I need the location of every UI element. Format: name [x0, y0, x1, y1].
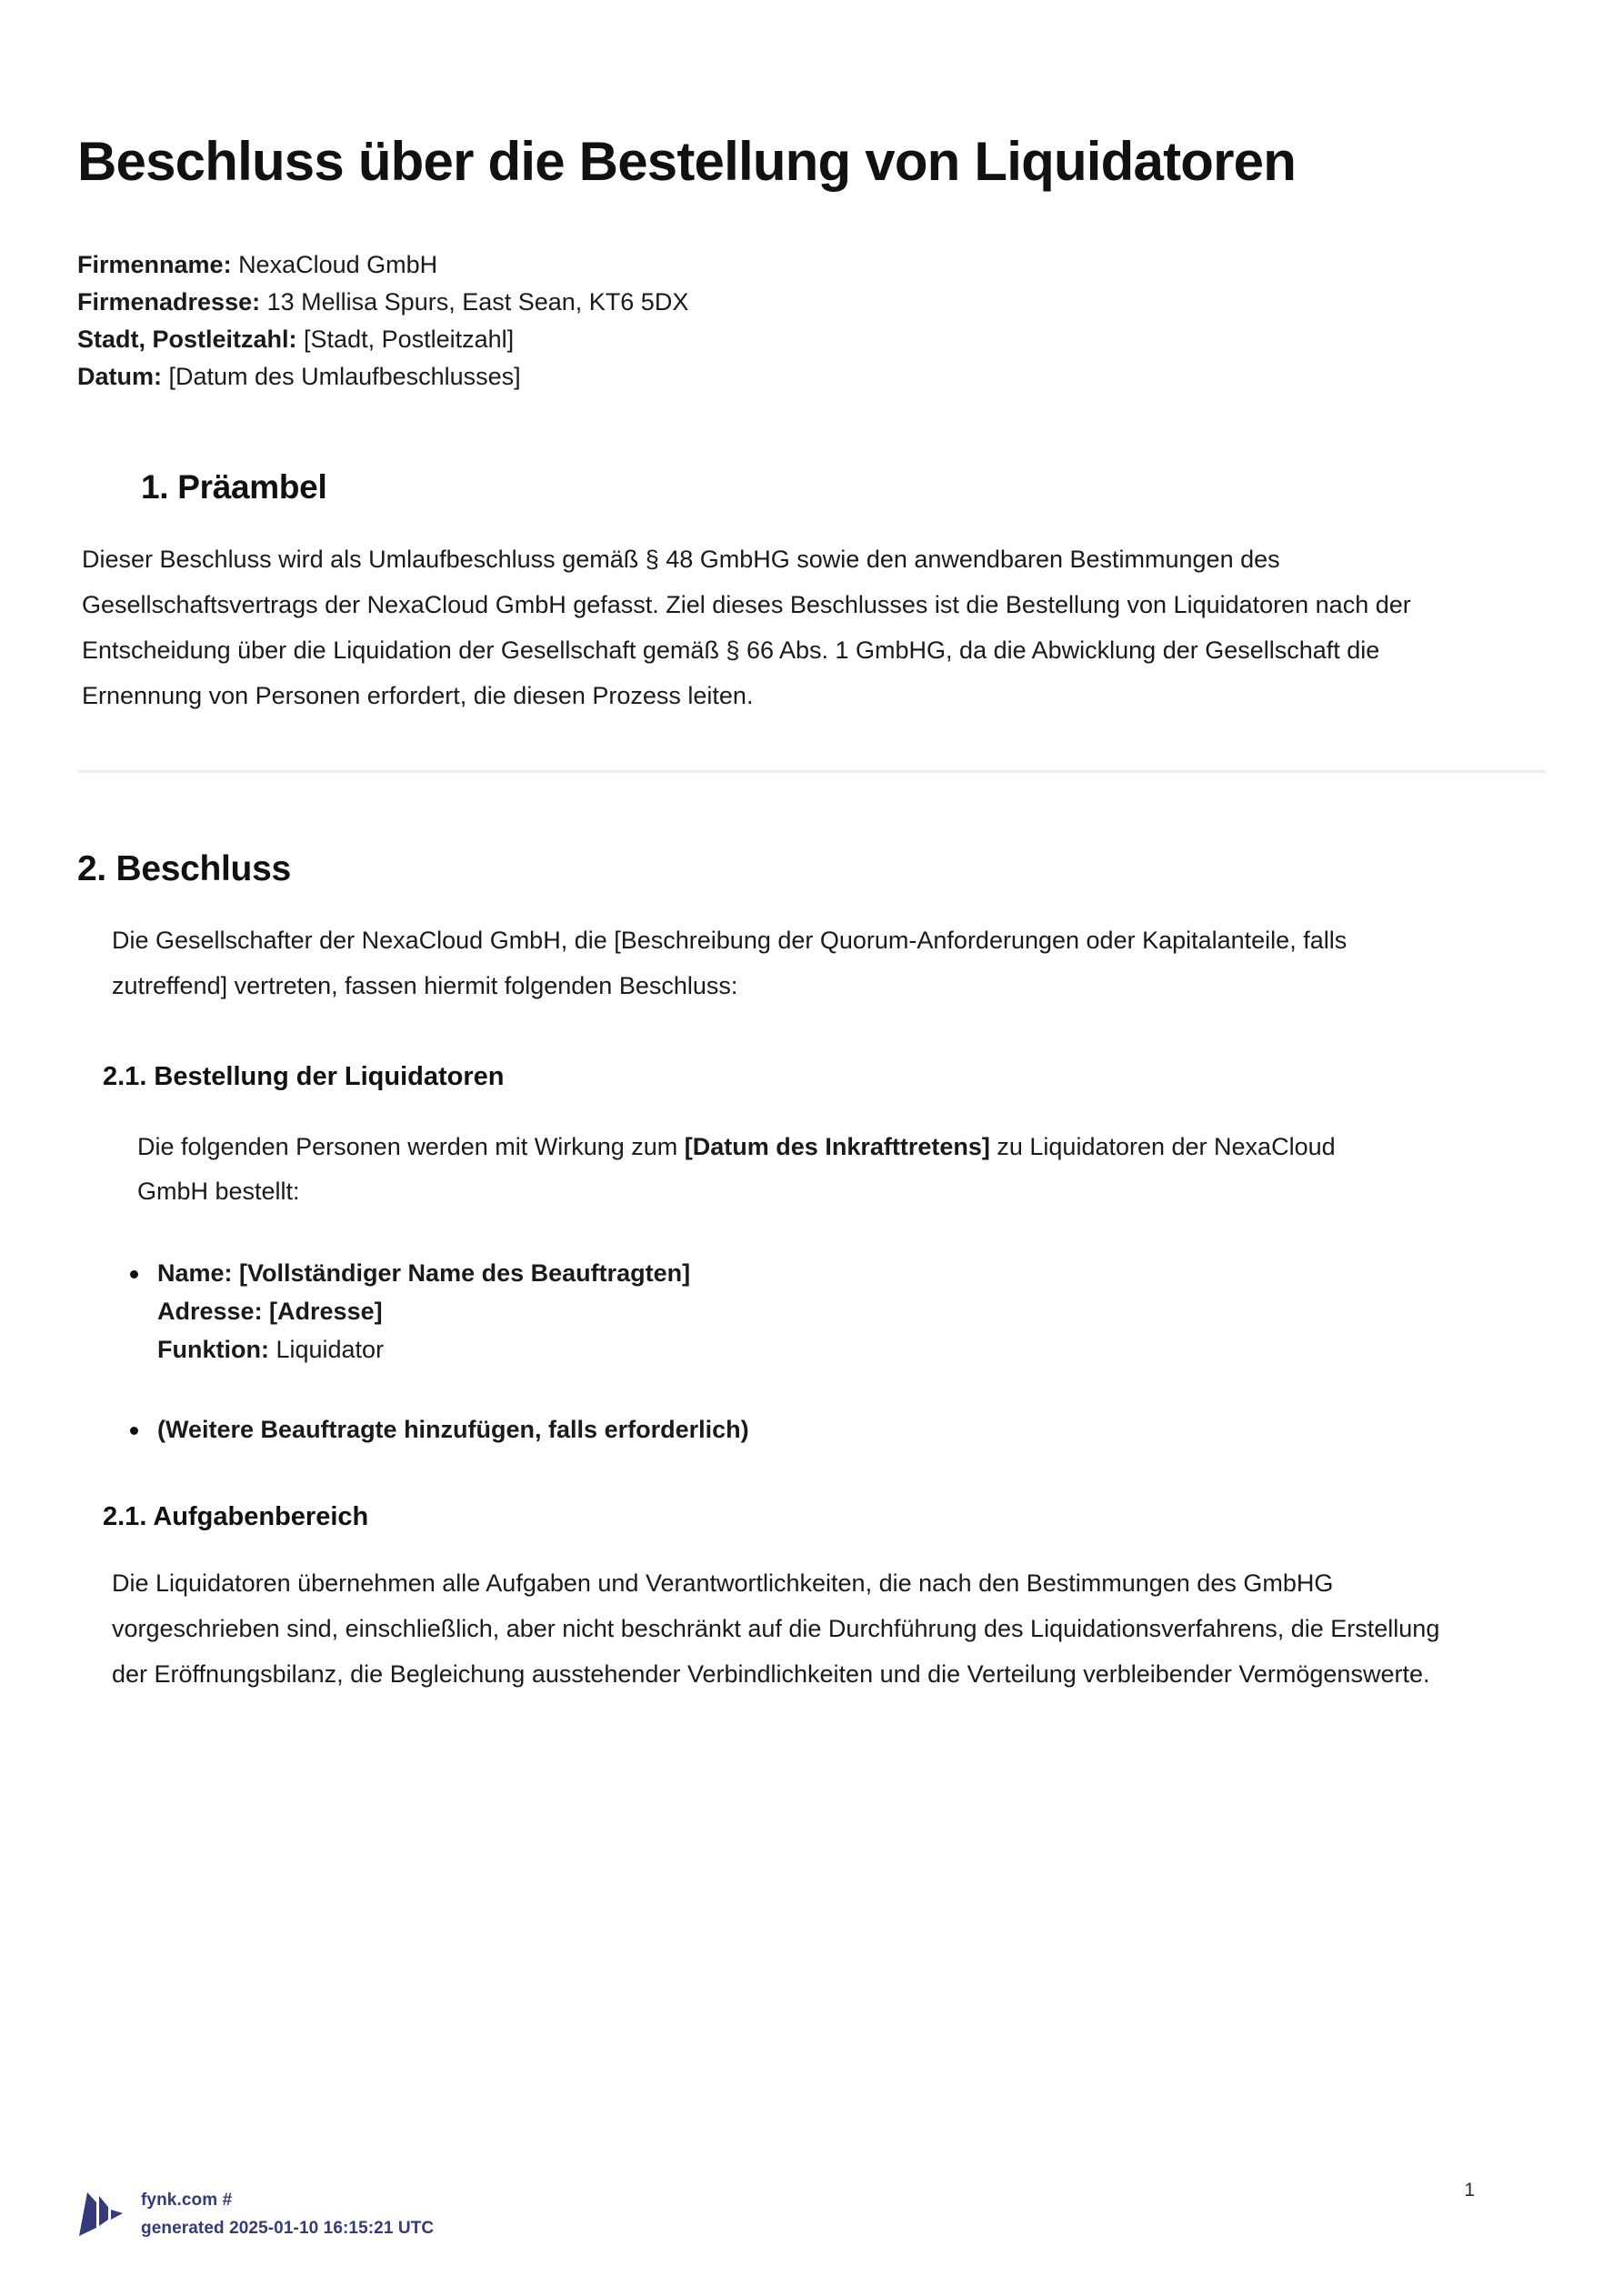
list-item-strong: Adresse: [Adresse] [157, 1298, 383, 1326]
metadata-separator: : [288, 325, 305, 353]
page-number: 1 [1464, 2180, 1475, 2201]
list-item-line [157, 1331, 1546, 1369]
metadata-value: [Datum des Umlaufbeschlusses] [168, 362, 521, 390]
footer-brand-link[interactable]: fynk.com # [141, 2191, 233, 2211]
list-item-line [157, 1255, 1546, 1293]
metadata-value: 13 Mellisa Spurs, East Sean, KT6 5DX [266, 287, 689, 316]
list-item [77, 1255, 1546, 1369]
subsection-paragraph-duties: Die Liquidatoren übernehmen alle Aufgaben und Verantwortlichkeiten, die nach den Bestimmungen des GmbHG vorgeschrieben sind, einschließlich, aber nicht beschränkt auf die Durchführung des Liquidationsverfahrens, die Erstellung der Eröffnungsbilanz, die Begleichung ausstehender Verbindlichkeiten und die Verteilung verbleibender Vermögenswerte. [112, 1569, 1440, 1688]
document-metadata [77, 246, 1546, 396]
metadata-separator: : [154, 362, 169, 390]
metadata-separator: : [223, 250, 239, 278]
fynk-logo-icon [77, 2189, 126, 2241]
subsection-heading-duties: 2.1. Aufgabenbereich [103, 1501, 369, 1531]
lead-prefix-text: Die folgenden Personen werden mit Wirkung zum [137, 1132, 685, 1160]
footer-text-block [141, 2187, 434, 2243]
footer-generated-timestamp: generated 2025-01-10 16:15:21 UTC [141, 2219, 435, 2238]
list-item [77, 1411, 1546, 1449]
metadata-row-stadt-postleitzahl [77, 321, 1546, 358]
metadata-value: [Stadt, Postleitzahl] [304, 325, 515, 353]
list-item-strong: (Weitere Beauftragte hinzufügen, falls erforderlich) [157, 1415, 749, 1443]
liquidator-list [77, 1255, 1546, 1449]
section-heading-preamble: 1. Präambel [141, 467, 327, 506]
page-footer [77, 2174, 1546, 2256]
metadata-label: Firmenname [77, 250, 224, 278]
list-item-line [157, 1411, 1546, 1449]
subsection-heading-appointment: 2.1. Bestellung der Liquidatoren [103, 1061, 505, 1091]
section-paragraph-preamble: Dieser Beschluss wird als Umlaufbeschluss gemäß § 48 GmbHG sowie den anwendbaren Bestimmungen des Gesellschaftsvertrags der NexaCloud GmbH gefasst. Ziel dieses Beschlusses ist die Bestellung von Liquidatoren nach der Entscheidung über die Liquidation der Gesellschaft gemäß § 66 Abs. 1 GmbHG, da die Abwicklung der Gesellschaft die Ernennung von Personen erfordert, die diesen Prozess leiten. [82, 545, 1411, 709]
list-item-strong: Name: [Vollständiger Name des Beauftragten] [157, 1259, 691, 1288]
metadata-row-firmenname [77, 246, 1546, 284]
metadata-label: Firmenadresse [77, 287, 253, 316]
metadata-row-firmenadresse [77, 284, 1546, 321]
section-divider [77, 770, 1546, 773]
section-heading-resolution: 2. Beschluss [77, 848, 291, 888]
page-title: Beschluss über die Bestellung von Liquidatoren [77, 131, 1297, 192]
lead-suffix-text: zu Liquidatoren der NexaCloud GmbH bestellt: [137, 1132, 1336, 1206]
metadata-row-datum [77, 358, 1546, 396]
footer-branding [77, 2187, 434, 2243]
subsection-paragraph-appointment-lead [137, 1125, 1410, 1216]
section-paragraph-resolution-intro: Die Gesellschafter der NexaCloud GmbH, die [Beschreibung der Quorum-Anforderungen oder Kapitalanteile, falls zutreffend] vertreten, fassen hiermit folgenden Beschluss: [112, 926, 1347, 999]
metadata-label: Stadt, Postleitzahl [77, 325, 289, 353]
list-item-regular: Liquidator [268, 1336, 385, 1364]
metadata-value: NexaCloud GmbH [238, 250, 438, 278]
list-item-line [157, 1293, 1546, 1331]
metadata-separator: : [252, 287, 267, 316]
lead-effective-date-placeholder: [Datum des Inkrafttretens] [684, 1132, 990, 1160]
list-item-strong: Funktion: [157, 1336, 269, 1364]
metadata-label: Datum [77, 362, 155, 390]
